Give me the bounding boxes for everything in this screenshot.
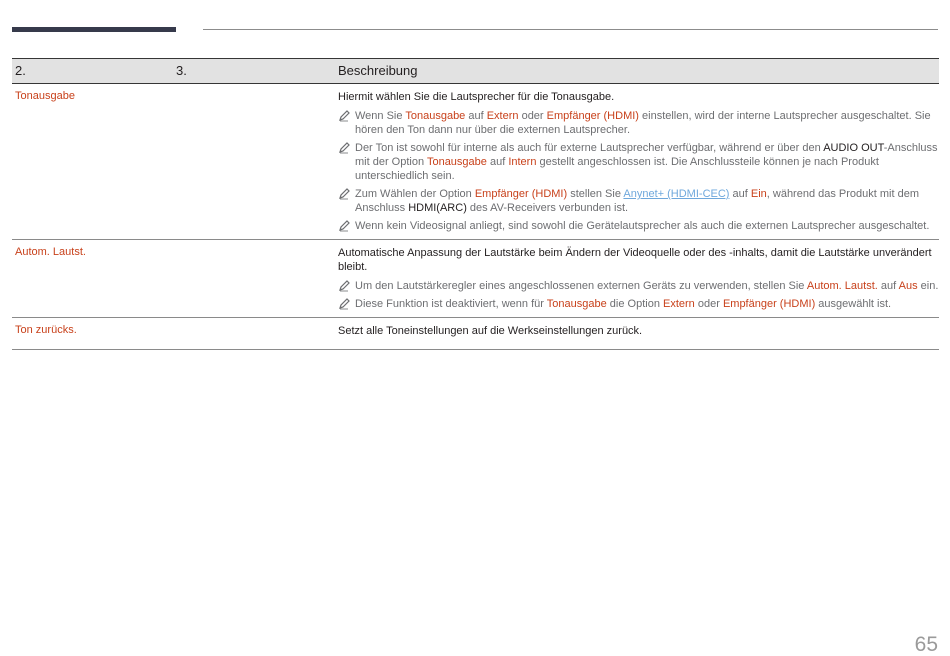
note-text: ausgewählt ist. <box>815 298 892 310</box>
note-highlight: Extern <box>663 298 695 310</box>
header-col-1: 2. <box>15 63 26 78</box>
setting-name: Autom. Lautst. <box>15 246 86 258</box>
table-body <box>12 84 939 350</box>
note-pencil-icon <box>338 219 351 232</box>
note-text: Wenn Sie <box>355 110 406 122</box>
note <box>338 297 939 311</box>
setting-description <box>338 246 939 311</box>
top-rule <box>203 29 938 30</box>
note-link[interactable]: Anynet+ (HDMI-CEC) <box>623 188 730 200</box>
header-col-description: Beschreibung <box>338 63 418 78</box>
note-text: oder <box>694 298 723 310</box>
note-text: ein. <box>917 280 939 292</box>
note-highlight: Autom. Lautst. <box>806 280 878 292</box>
note-highlight: Tonausgabe <box>405 110 466 122</box>
setting-description <box>338 324 939 338</box>
note <box>338 109 939 137</box>
note-highlight: Empfänger (HDMI) <box>722 298 816 310</box>
note-text: Der Ton ist sowohl für interne als auch für externe Lautsprecher verfügbar, während er über den <box>355 142 824 154</box>
table-row <box>12 318 939 350</box>
note-text: stellen Sie <box>567 188 624 200</box>
note-text: Um den Lautstärkeregler eines angeschlossenen externen Geräts zu verwenden, stellen Sie <box>355 280 807 292</box>
note-highlight: Extern <box>486 110 519 122</box>
top-accent-bar <box>12 27 176 32</box>
note-text: , während das Produkt mit dem Anschluss <box>355 188 920 214</box>
setting-description <box>338 90 939 233</box>
note-pencil-icon <box>338 187 351 200</box>
description-text: Setzt alle Toneinstellungen auf die Werkseinstellungen zurück. <box>338 325 643 337</box>
note-text: die Option <box>606 298 663 310</box>
note-highlight: Tonausgabe <box>546 298 607 310</box>
table-row <box>12 240 939 318</box>
setting-name: Tonausgabe <box>15 90 75 102</box>
description-text: Hiermit wählen Sie die Lautsprecher für die Tonausgabe. <box>338 91 615 103</box>
note-text: Zum Wählen der Option <box>355 188 475 200</box>
table-header <box>12 58 939 84</box>
settings-table <box>12 58 939 350</box>
header-col-2: 3. <box>176 63 187 78</box>
note-highlight: Intern <box>508 156 537 168</box>
note-highlight: Empfänger (HDMI) <box>474 188 568 200</box>
setting-name: Ton zurücks. <box>15 324 77 336</box>
note-highlight: HDMI(ARC) <box>408 202 467 214</box>
note-text: gestellt angeschlossen ist. Die Anschlussteile können je nach Produkt unterschiedlich sein. <box>355 156 879 182</box>
note-text: auf <box>486 156 509 168</box>
note-highlight: Empfänger (HDMI) <box>546 110 639 122</box>
note-text: einstellen, wird der interne Lautsprecher ausgeschaltet. Sie hören den Ton dann nur über die externen Lautsprecher. <box>355 110 931 136</box>
note-text: oder <box>518 110 547 122</box>
note-pencil-icon <box>338 297 351 310</box>
page-number: 65 <box>914 633 938 656</box>
note-text: Diese Funktion ist deaktiviert, wenn für <box>355 298 547 310</box>
note-highlight: Tonausgabe <box>426 156 487 168</box>
note <box>338 279 939 293</box>
description-text: Automatische Anpassung der Lautstärke beim Ändern der Videoquelle oder des -inhalts, damit die Lautstärke unverändert bleibt. <box>338 247 932 273</box>
table-row <box>12 84 939 240</box>
note-text: Wenn kein Videosignal anliegt, sind sowohl die Gerätelautsprecher als auch die externen Lautsprecher ausgeschaltet. <box>355 220 930 232</box>
note <box>338 219 939 233</box>
note-text: -Anschluss mit der Option <box>355 142 938 168</box>
note-text: auf <box>729 188 751 200</box>
note-pencil-icon <box>338 141 351 154</box>
note-highlight: AUDIO OUT <box>823 142 884 154</box>
note-text: auf <box>465 110 487 122</box>
note <box>338 187 939 215</box>
note-pencil-icon <box>338 279 351 292</box>
note-highlight: Aus <box>898 280 918 292</box>
note-text: auf <box>877 280 899 292</box>
note-pencil-icon <box>338 109 351 122</box>
note <box>338 141 939 183</box>
note-highlight: Ein <box>750 188 767 200</box>
note-text: des AV-Receivers verbunden ist. <box>466 202 629 214</box>
